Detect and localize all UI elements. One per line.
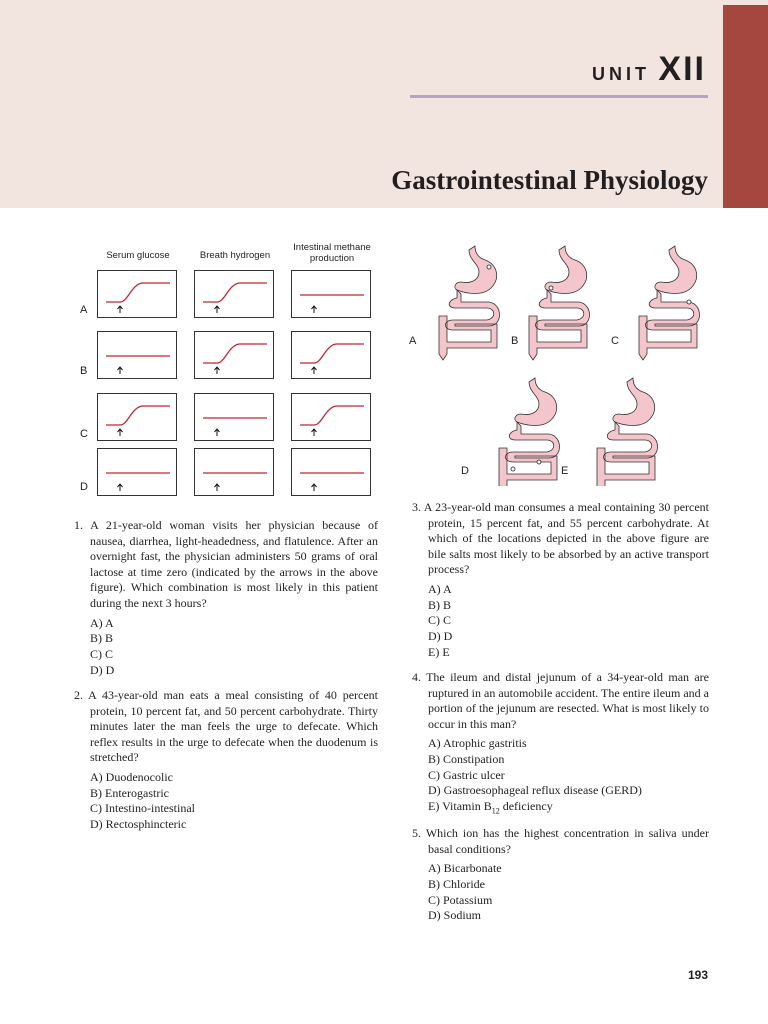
question-5-stem: 5. Which ion has the highest concentration in saliva under basal conditions? bbox=[412, 826, 709, 856]
plot-b-2 bbox=[194, 331, 274, 379]
plot-b-3 bbox=[291, 331, 371, 379]
question-1-options bbox=[90, 616, 378, 679]
gi-tract-a bbox=[439, 246, 500, 360]
plot-c-2 bbox=[194, 393, 274, 441]
option[interactable]: C) C bbox=[428, 613, 452, 628]
diagram-label-c: C bbox=[611, 335, 619, 347]
question-1 bbox=[74, 518, 378, 678]
page-number: 193 bbox=[687, 968, 708, 982]
option[interactable]: A) Atrophic gastritis bbox=[428, 736, 527, 751]
diagram-label-b: B bbox=[511, 335, 519, 347]
question-3 bbox=[412, 500, 709, 660]
gi-tract-d bbox=[499, 378, 560, 486]
option[interactable]: C) C bbox=[90, 646, 114, 661]
row-label-b: B bbox=[80, 365, 88, 377]
unit-label bbox=[592, 50, 706, 89]
arrow-up-icon bbox=[312, 484, 317, 491]
location-marker-d bbox=[511, 467, 515, 471]
option[interactable] bbox=[428, 799, 709, 819]
diagram-label-a: A bbox=[409, 335, 417, 347]
arrow-up-icon bbox=[215, 367, 220, 374]
plot-a-2 bbox=[194, 270, 274, 318]
plot-d-1 bbox=[97, 448, 177, 496]
question-1-stem: 1. A 21-year-old woman visits her physician because of nausea, diarrhea, light-headedness, and flatulence. After an overnight fast, the physician administers 50 grams of oral lactose at time zero (indicated by the arrows in the above figure). Which combination is most likely in this patient during the next 3 hours? bbox=[74, 518, 378, 610]
option[interactable]: A) Bicarbonate bbox=[428, 861, 502, 876]
arrow-up-icon bbox=[118, 429, 123, 436]
question-4-stem: 4. The ileum and distal jejunum of a 34-year-old man are ruptured in an automobile accident. The entire ileum and a portion of the jejunum are resected. What is most likely to occur in this man? bbox=[412, 670, 710, 731]
rising-curve bbox=[106, 406, 170, 425]
arrow-up-icon bbox=[312, 367, 317, 374]
plot-c-3 bbox=[291, 393, 371, 441]
diagram-label-e: E bbox=[561, 465, 569, 477]
location-marker-c bbox=[687, 300, 691, 304]
gi-tract-b bbox=[529, 246, 590, 360]
question-5-options bbox=[428, 861, 709, 924]
unit-word: UNIT bbox=[591, 64, 650, 84]
plot-b-1 bbox=[97, 331, 177, 379]
gi-tract-figure bbox=[405, 236, 715, 486]
plot-d-3 bbox=[291, 448, 371, 496]
plot-a-3 bbox=[291, 270, 371, 318]
plot-c-1 bbox=[97, 393, 177, 441]
option[interactable]: C) Gastric ulcer bbox=[428, 767, 505, 782]
plot-a-1 bbox=[97, 270, 177, 318]
location-marker-a bbox=[487, 265, 491, 269]
option[interactable]: B) Constipation bbox=[428, 752, 505, 767]
chapter-tab bbox=[723, 5, 768, 208]
question-2-stem: 2. A 43-year-old man eats a meal consisting of 40 percent protein, 10 percent fat, and 50 percent carbohydrate. Thirty minutes later the man feels the urge to defecate. Which reflex results in the urge to defecate when the duodenum is stretched? bbox=[74, 688, 378, 765]
option[interactable]: B) Chloride bbox=[428, 876, 485, 891]
question-3-stem: 3. A 23-year-old man consumes a meal containing 30 percent protein, 15 percent fat, and 55 percent carbohydrate. At which of the locations depicted in the above figure are bile salts most likely to be absorbed by an active transport process? bbox=[412, 500, 709, 577]
option[interactable]: D) Rectosphincteric bbox=[90, 817, 187, 832]
rising-curve bbox=[203, 283, 267, 302]
arrow-up-icon bbox=[312, 306, 317, 313]
question-2-options bbox=[90, 770, 378, 833]
option[interactable]: A) A bbox=[428, 581, 452, 596]
lactose-test-figure bbox=[60, 236, 380, 506]
rising-curve bbox=[300, 406, 364, 425]
arrow-up-icon bbox=[118, 484, 123, 491]
arrow-up-icon bbox=[118, 306, 123, 313]
unit-number: XII bbox=[658, 50, 706, 88]
option[interactable]: B) Enterogastric bbox=[90, 785, 169, 800]
column-header-serum-glucose: Serum glucose bbox=[106, 250, 170, 261]
option[interactable]: C) Potassium bbox=[428, 892, 493, 907]
option[interactable]: B) B bbox=[90, 631, 114, 646]
rising-curve bbox=[203, 344, 267, 363]
option[interactable]: D) D bbox=[428, 629, 453, 644]
question-2 bbox=[74, 688, 378, 833]
option[interactable]: D) Gastroesophageal reflux disease (GERD) bbox=[428, 783, 642, 798]
gi-tract-e bbox=[597, 378, 658, 486]
option-text: E) Vitamin B bbox=[428, 799, 492, 814]
chapter-title: Gastrointestinal Physiology bbox=[391, 165, 708, 195]
row-label-a: A bbox=[80, 304, 88, 316]
divider-rule bbox=[410, 95, 708, 98]
arrow-up-icon bbox=[312, 429, 317, 436]
arrow-up-icon bbox=[215, 484, 220, 491]
location-marker-e bbox=[537, 460, 541, 464]
option-subscript: 12 bbox=[491, 806, 500, 816]
option-text: deficiency bbox=[499, 799, 553, 814]
row-label-c: C bbox=[80, 428, 88, 440]
plot-d-2 bbox=[194, 448, 274, 496]
option[interactable]: A) Duodenocolic bbox=[90, 769, 173, 784]
arrow-up-icon bbox=[215, 306, 220, 313]
option[interactable]: B) B bbox=[428, 597, 452, 612]
rising-curve bbox=[106, 283, 170, 302]
question-3-options bbox=[428, 582, 709, 661]
arrow-up-icon bbox=[215, 429, 220, 436]
column-header-methane: Intestinal methane production bbox=[293, 242, 371, 264]
column-header-breath-hydrogen: Breath hydrogen bbox=[199, 250, 271, 261]
question-4-options bbox=[428, 736, 709, 819]
diagram-label-d: D bbox=[461, 465, 469, 477]
option[interactable]: D) D bbox=[90, 662, 115, 677]
option[interactable]: A) A bbox=[90, 615, 114, 630]
question-4 bbox=[412, 670, 709, 819]
option[interactable]: E) E bbox=[428, 644, 450, 659]
gi-tract-diagrams bbox=[405, 236, 715, 486]
rising-curve bbox=[300, 344, 364, 363]
option[interactable]: D) Sodium bbox=[428, 908, 482, 923]
option[interactable]: C) Intestino-intestinal bbox=[90, 801, 195, 816]
location-marker-b bbox=[549, 286, 553, 290]
arrow-up-icon bbox=[118, 367, 123, 374]
question-5 bbox=[412, 826, 709, 924]
row-label-d: D bbox=[80, 481, 88, 493]
